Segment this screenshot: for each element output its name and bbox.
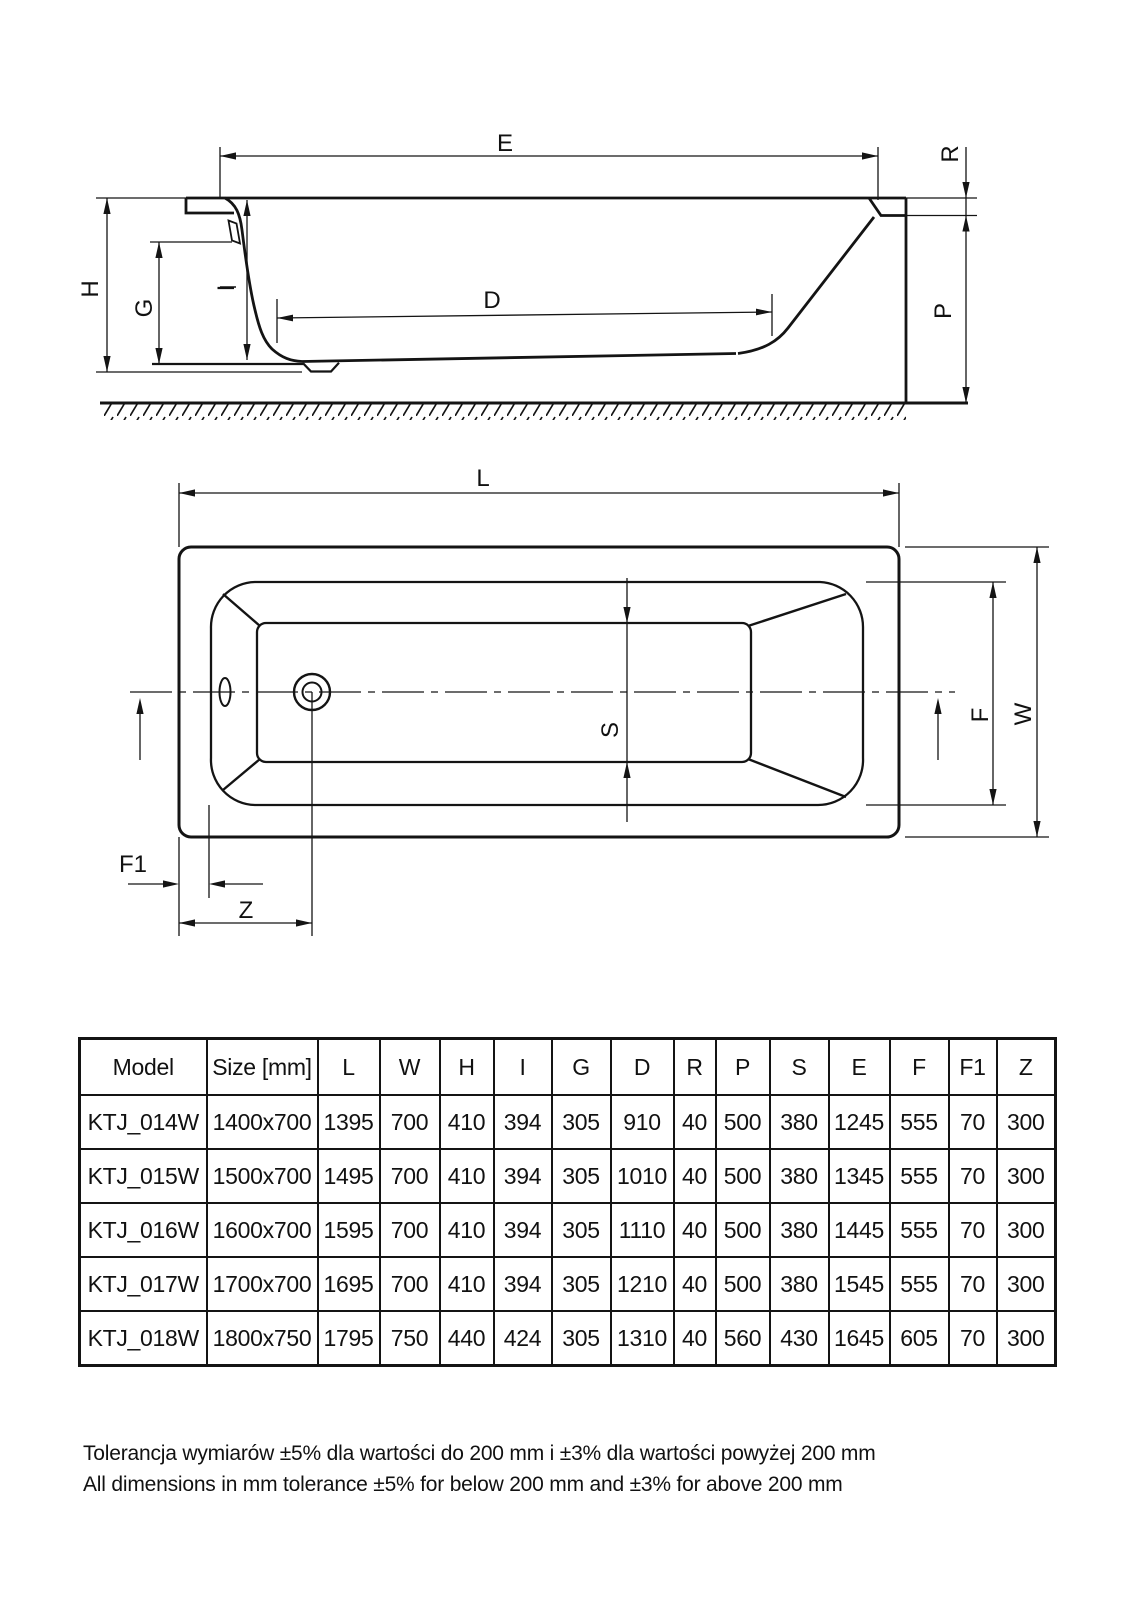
dim-label-R: R [937,145,964,163]
dimension-cell: 410 [440,1257,494,1311]
dimension-cell: 750 [380,1311,440,1366]
dimension-cell: 410 [440,1149,494,1203]
dimension-cell: 1210 [611,1257,674,1311]
table-row [80,1095,1056,1149]
dim-line-D [277,312,772,318]
dimension-cell: 555 [890,1203,949,1257]
dimension-cell: 1595 [318,1203,380,1257]
tolerance-notes [83,1438,876,1500]
dimension-cell: 40 [674,1203,716,1257]
column-header: W [380,1039,440,1096]
dimension-cell: 605 [890,1311,949,1366]
dimension-cell: 394 [494,1203,552,1257]
column-header: Size [mm] [207,1039,318,1096]
dim-label-F: F [967,707,994,723]
column-header: I [494,1039,552,1096]
dimension-cell: KTJ_014W [80,1095,207,1149]
dimension-cell: KTJ_018W [80,1311,207,1366]
tolerance-note-pl: Tolerancja wymiarów ±5% dla wartości do 200 mm i ±3% dla wartości powyżej 200 mm [83,1442,876,1465]
dimension-cell: 700 [380,1257,440,1311]
dimension-cell: 1500x700 [207,1149,318,1203]
column-header: H [440,1039,494,1096]
dimension-cell: 380 [770,1095,829,1149]
dimension-cell: 424 [494,1311,552,1366]
dimension-cell: 305 [552,1203,611,1257]
dimension-cell: 70 [949,1311,997,1366]
dimension-cell: KTJ_016W [80,1203,207,1257]
table-row [80,1203,1056,1257]
dimension-cell: 300 [997,1311,1056,1366]
dimension-cell: 300 [997,1149,1056,1203]
dimension-cell: 410 [440,1203,494,1257]
side-view-arrowheads [103,152,969,403]
dimension-cell: 300 [997,1257,1056,1311]
dimension-cell: 1400x700 [207,1095,318,1149]
table-row [80,1311,1056,1366]
dimension-cell: 70 [949,1257,997,1311]
dimension-cell: 380 [770,1149,829,1203]
dimension-cell: 500 [716,1095,770,1149]
dimension-cell: KTJ_017W [80,1257,207,1311]
column-header: R [674,1039,716,1096]
dimension-cell: 1645 [829,1311,890,1366]
dimension-cell: 1395 [318,1095,380,1149]
column-header: Z [997,1039,1056,1096]
dimension-cell: 70 [949,1203,997,1257]
dimension-cell: 1795 [318,1311,380,1366]
dimension-cell: 40 [674,1095,716,1149]
dimension-cell: 394 [494,1095,552,1149]
table-row [80,1149,1056,1203]
dimension-cell: KTJ_015W [80,1149,207,1203]
dimension-cell: 1310 [611,1311,674,1366]
dimension-cell: 305 [552,1149,611,1203]
column-header: G [552,1039,611,1096]
dimension-cell: 430 [770,1311,829,1366]
dimension-cell: 560 [716,1311,770,1366]
ground-hatch [102,405,906,421]
dimension-cell: 305 [552,1257,611,1311]
dimension-cell: 700 [380,1203,440,1257]
dimension-cell: 300 [997,1203,1056,1257]
plan-inner-rim [211,582,863,805]
dimension-cell: 40 [674,1311,716,1366]
dimension-cell: 410 [440,1095,494,1149]
dimension-cell: 500 [716,1203,770,1257]
column-header: E [829,1039,890,1096]
dimension-cell: 555 [890,1095,949,1149]
column-header: P [716,1039,770,1096]
dimension-cell: 70 [949,1095,997,1149]
plan-view [119,465,1049,936]
dim-label-W: W [1010,702,1037,726]
dimension-cell: 555 [890,1257,949,1311]
dimension-cell: 1545 [829,1257,890,1311]
plan-view-arrowheads [136,489,1040,926]
plan-view-dimensions [128,483,1049,936]
column-header: S [770,1039,829,1096]
dim-label-S: S [597,721,624,739]
dimension-cell: 700 [380,1149,440,1203]
tolerance-note-en: All dimensions in mm tolerance ±5% for below 200 mm and ±3% for above 200 mm [83,1473,843,1496]
dimension-cell: 500 [716,1149,770,1203]
dimension-cell: 1700x700 [207,1257,318,1311]
dimension-cell: 1600x700 [207,1203,318,1257]
dim-label-E: E [496,130,514,157]
dim-label-H: H [77,280,104,298]
dimension-cell: 305 [552,1095,611,1149]
side-view [77,130,977,420]
dimension-cell: 440 [440,1311,494,1366]
overflow-slot [229,221,241,244]
drain-fitting [303,363,339,372]
column-header: L [318,1039,380,1096]
column-header: D [611,1039,674,1096]
dimension-cell: 300 [997,1095,1056,1149]
plan-corner-bevels [223,594,846,797]
dimension-cell: 305 [552,1311,611,1366]
dimension-cell: 1495 [318,1149,380,1203]
column-header: F1 [949,1039,997,1096]
dimension-cell: 555 [890,1149,949,1203]
dimension-cell: 1345 [829,1149,890,1203]
table-row [80,1257,1056,1311]
dim-label-L: L [476,465,490,492]
dimension-cell: 380 [770,1257,829,1311]
dimension-cell: 1110 [611,1203,674,1257]
dim-label-F1: F1 [118,851,148,878]
dimension-cell: 40 [674,1149,716,1203]
column-header: Model [80,1039,207,1096]
dimension-cell: 1800x750 [207,1311,318,1366]
dimension-cell: 1695 [318,1257,380,1311]
dimension-cell: 700 [380,1095,440,1149]
dimension-cell: 1445 [829,1203,890,1257]
dimension-cell: 394 [494,1257,552,1311]
dimension-cell: 910 [611,1095,674,1149]
dimension-cell: 1010 [611,1149,674,1203]
dimension-cell: 380 [770,1203,829,1257]
dim-label-Z: Z [238,897,254,924]
dimension-cell: 1245 [829,1095,890,1149]
table-header-row [80,1039,1056,1096]
dimension-cell: 40 [674,1257,716,1311]
dim-label-D: D [483,287,501,314]
dim-label-P: P [930,302,957,320]
dim-label-G: G [131,298,158,318]
dimension-table [78,1037,1057,1367]
column-header: F [890,1039,949,1096]
dimension-cell: 70 [949,1149,997,1203]
dimension-cell: 500 [716,1257,770,1311]
side-view-labels [77,130,964,319]
dimension-cell: 394 [494,1149,552,1203]
dim-label-I: I [213,284,240,292]
